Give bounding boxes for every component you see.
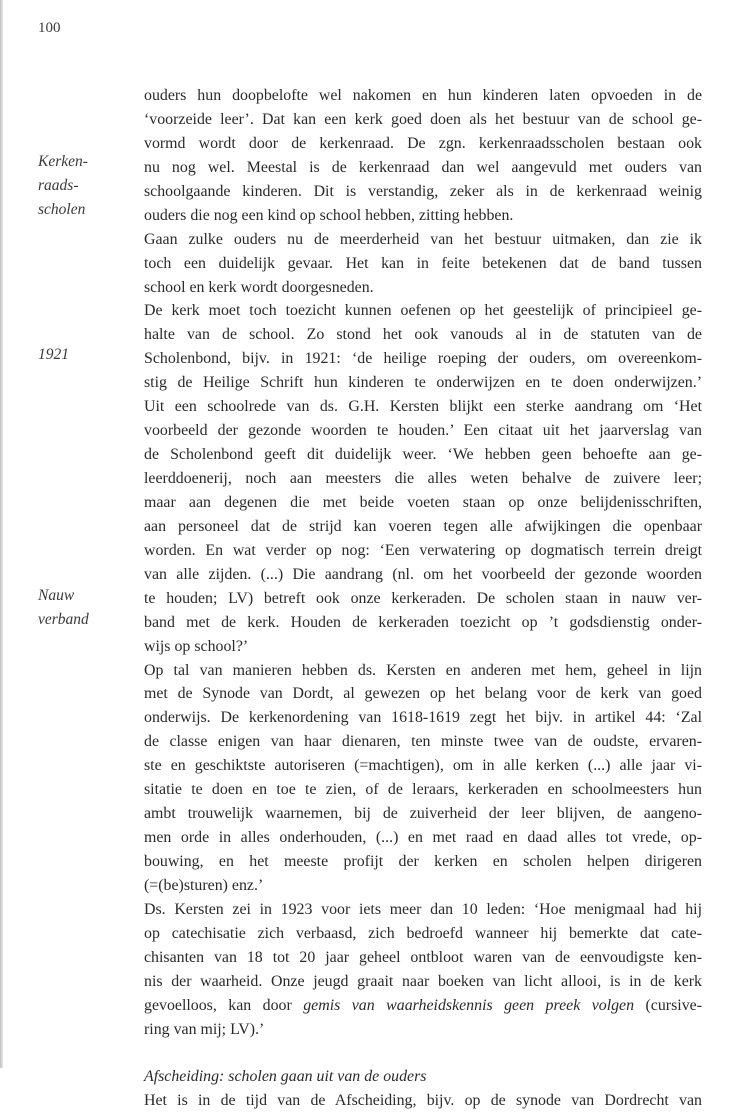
- text-line: van alle zijden. (...) Die aandrang (nl. om het voorbeeld der gezonde woorden: [144, 565, 702, 583]
- text-line: ambt trouwelijk waarnemen, bij de zuiverheid der leer blijven, de aangeno-: [144, 805, 702, 823]
- text-line: school en kerk wordt doorgesneden.: [144, 278, 374, 296]
- text-line: te houden; LV) betreft ook onze kerkeraden. De scholen staan in nauw ver-: [144, 589, 702, 607]
- text-line: ‘voorzeide leer’. Dat kan een kerk goed doen als het bestuur van de school ge-: [144, 110, 702, 128]
- page-number: 100: [38, 20, 61, 36]
- text-line: band met de kerk. Houden de kerkeraden toezicht op ’t godsdienstig onder-: [144, 613, 702, 631]
- text-line: Scholenbond, bijv. in 1921: ‘de heilige roeping der ouders, om overeenkom-: [144, 350, 702, 368]
- text-line: op catechisatie zich verbaasd, zich bedroefd wanneer hij bemerkte dat cate-: [144, 924, 702, 942]
- text-line: Gaan zulke ouders nu de meerderheid van het bestuur uitmaken, dan zie ik: [144, 230, 702, 248]
- text-line: men orde in alles onderhouden, (...) en met raad en daad alles tot vrede, op-: [144, 829, 702, 847]
- text-line-with-emphasis: [144, 994, 702, 1018]
- text-line: ouders hun doopbelofte wel nakomen en hun kinderen laten opvoeden in de: [144, 87, 702, 104]
- text-line: nis der waarheid. Onze jeugd graait naar boeken van licht allooi, is in de kerk: [144, 972, 702, 990]
- blank-line: [144, 1042, 702, 1066]
- section-heading-text: Afscheiding: scholen gaan uit van de ouders: [144, 1068, 427, 1086]
- text-line: sitatie te doen en toe te zien, of de leraars, kerkeraden en schoolmeesters hun: [144, 781, 702, 799]
- text-line: (=(be)sturen) enz.’: [144, 876, 264, 894]
- text-line: Uit een schoolrede van ds. G.H. Kersten blijkt een sterke aandrang om ‘Het: [144, 398, 702, 416]
- text-line: de Scholenbond geeft dit duidelijk weer. ‘We hebben geen behoefte aan ge-: [144, 446, 702, 464]
- text-line: ring van mij; LV).’: [144, 1020, 265, 1038]
- text-line: De kerk moet toch toezicht kunnen oefenen op het geestelijk of principieel ge-: [144, 302, 702, 320]
- text-line: wijs op school?’: [144, 637, 249, 655]
- text-line: ste en geschiktste autoriseren (=machtigen), om in alle kerken (...) alle jaar vi-: [144, 757, 702, 775]
- text-line: toch een duidelijk gevaar. Het kan in feite betekenen dat de band tussen: [144, 254, 702, 272]
- text-line: schoolgaande kinderen. Dit is verstandig, zeker als in de kerkenraad weinig: [144, 182, 702, 200]
- text-line: Ds. Kersten zei in 1923 voor iets meer dan 10 leden: ‘Hoe menigmaal had hij: [144, 900, 702, 918]
- page-edge-shadow: [0, 0, 3, 1068]
- text-line: leerddoenerij, noch aan meesters die alles weten behalve de zuivere leer;: [144, 470, 702, 487]
- text-fragment: gevoelloos, kan door: [144, 996, 304, 1014]
- text-line: onderwijs. De kerkenordening van 1618-1619 zegt het bijv. in artikel 44: ‘Zal: [144, 709, 702, 727]
- text-line: vormd wordt door de kerkenraad. De zgn. kerkenraadsscholen bestaan ook: [144, 134, 702, 152]
- text-line: worden. En wat verder op nog: ‘Een verwatering op dogmatisch terrein dreigt: [144, 541, 702, 559]
- body-text: [144, 84, 702, 1113]
- emphasized-text: gemis van waarheidskennis geen preek volgen: [303, 996, 635, 1014]
- text-line: bouwing, en het meeste profijt der kerken en scholen helpen dirigeren: [144, 853, 702, 870]
- section-heading: [144, 1065, 702, 1089]
- text-line: nu nog wel. Meestal is de kerkenraad dan wel aangevuld met ouders van: [144, 158, 702, 176]
- text-line: ouders die nog een kind op school hebben, zitting hebben.: [144, 206, 514, 224]
- margin-note-nauw-verband: Nauw verband: [38, 587, 89, 628]
- text-line: met de Synode van Dordt, al gewezen op het belang voor de kerk van goed: [144, 685, 702, 703]
- text-line: Op tal van manieren hebben ds. Kersten en anderen met hem, geheel in lijn: [144, 661, 702, 679]
- text-line: stig de Heilige Schrift hun kinderen te onderwijzen en te doen onderwijzen.’: [144, 374, 702, 392]
- text-fragment: (cursive-: [634, 996, 702, 1014]
- text-line: aan personeel dat de strijd kan voeren tegen alle afwijkingen die openbaar: [144, 517, 702, 535]
- margin-note-kerkenraadsscholen: Kerken- raads- scholen: [38, 153, 88, 218]
- text-line: maar aan degenen die met beide voeten staan op onze belijdenisschriften,: [144, 493, 702, 511]
- text-line: chisanten van 18 tot 20 jaar geheel ontbloot waren van de eenvoudigste ken-: [144, 948, 702, 966]
- text-line: de classe enigen van haar dienaren, ten minste twee van de oudste, ervaren-: [144, 733, 702, 751]
- text-line: Het is in de tijd van de Afscheiding, bijv. op de synode van Dordrecht van: [144, 1092, 702, 1110]
- text-line: halte van de school. Zo stond het ook vanouds al in de statuten van de: [144, 326, 702, 344]
- text-line: voorbeeld der gezonde woorden te houden.’ Een citaat uit het jaarverslag van: [144, 422, 702, 440]
- margin-note-1921: 1921: [38, 346, 69, 363]
